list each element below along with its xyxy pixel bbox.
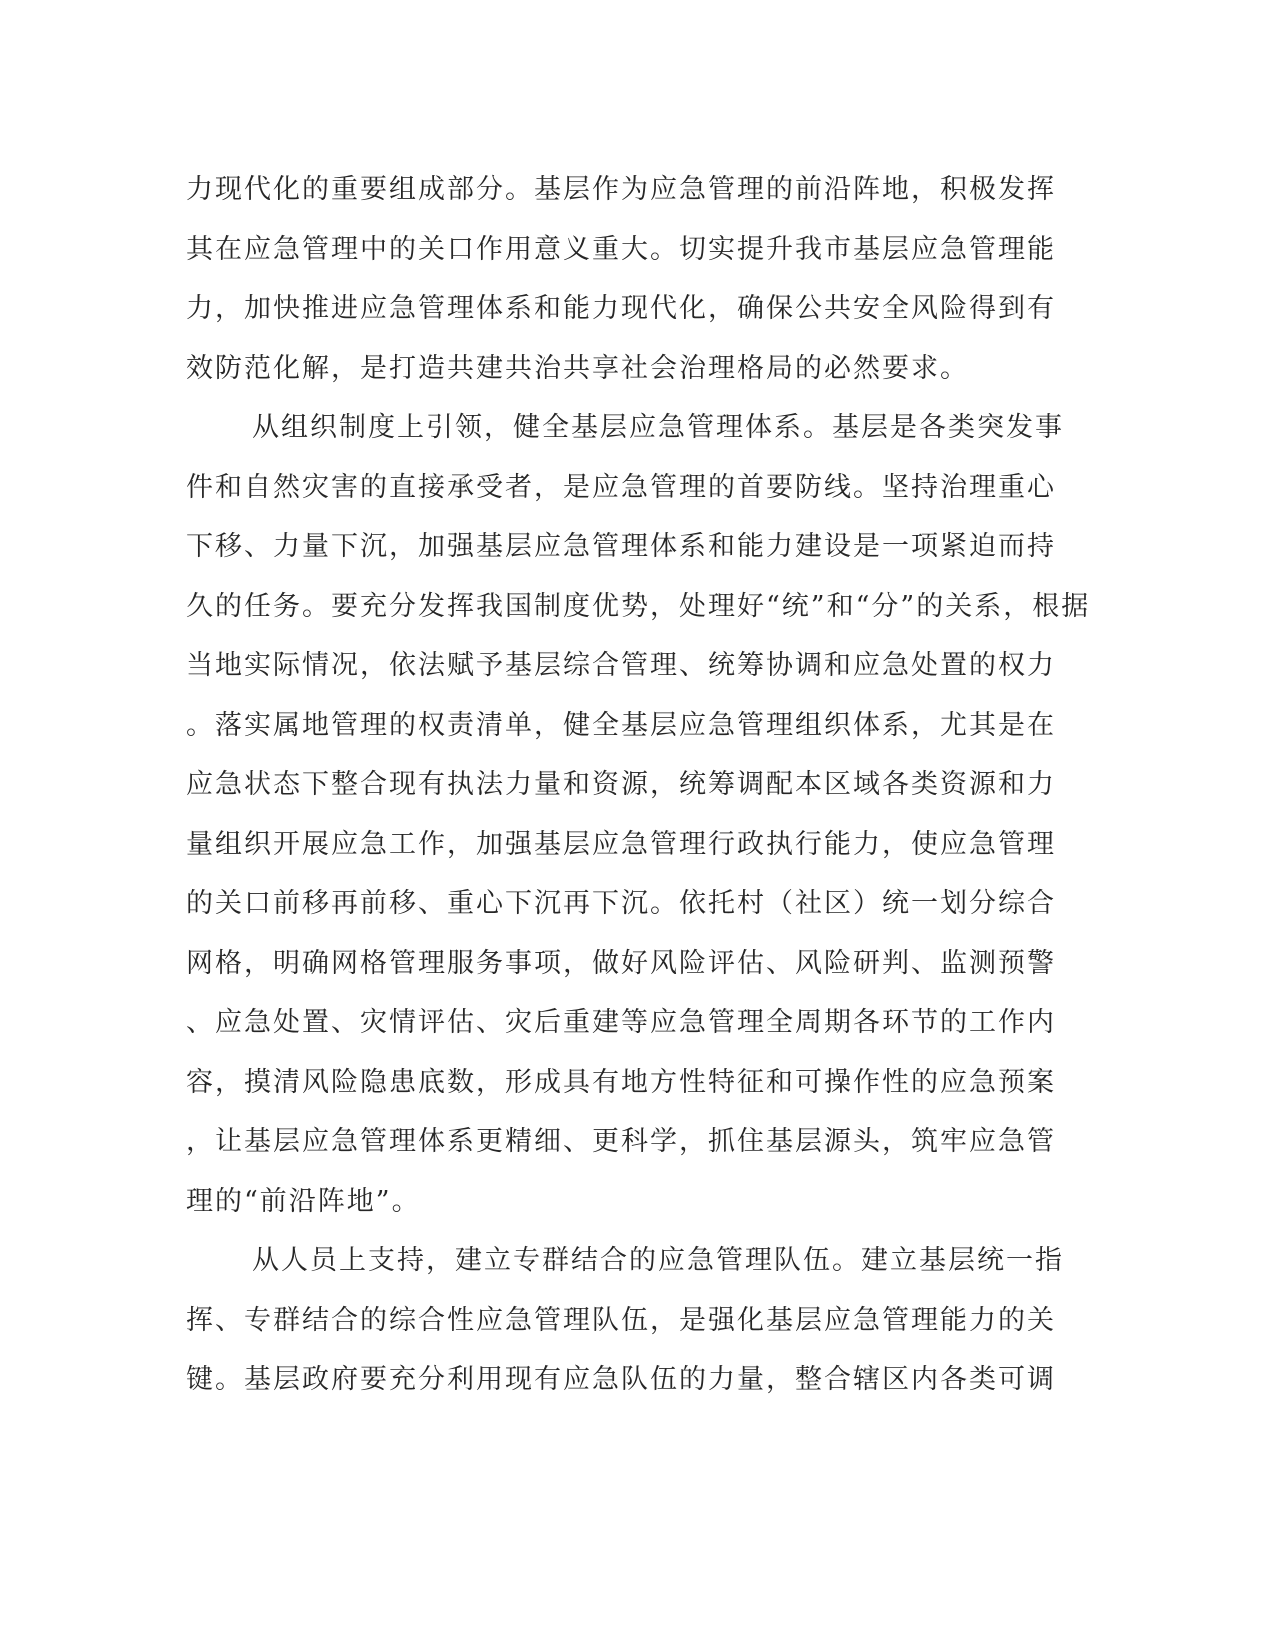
text-line: 容，摸清风险隐患底数，形成具有地方性特征和可操作性的应急预案 [186, 1066, 1056, 1098]
text-line: 网格，明确网格管理服务事项，做好风险评估、风险研判、监测预警 [186, 947, 1056, 979]
text-line: ，让基层应急管理体系更精细、更科学，抓住基层源头，筑牢应急管 [186, 1126, 1056, 1157]
paragraph-start-line: 从组织制度上引领，健全基层应急管理体系。基层是各类突发事 [252, 412, 1064, 443]
text-line: 力现代化的重要组成部分。基层作为应急管理的前沿阵地，积极发挥 [186, 174, 1056, 205]
body-text [186, 160, 1091, 1410]
paragraph-start-line: 从人员上支持，建立专群结合的应急管理队伍。建立基层统一指 [252, 1245, 1064, 1276]
text-line: 应急状态下整合现有执法力量和资源，统筹调配本区域各类资源和力 [186, 769, 1056, 800]
text-line: 。落实属地管理的权责清单，健全基层应急管理组织体系，尤其是在 [186, 709, 1056, 741]
text-line: 其在应急管理中的关口作用意义重大。切实提升我市基层应急管理能 [186, 233, 1056, 265]
text-line: 效防范化解，是打造共建共治共享社会治理格局的必然要求。 [186, 352, 969, 384]
text-line: 挥、专群结合的综合性应急管理队伍，是强化基层应急管理能力的关 [186, 1304, 1056, 1336]
text-line: 理的“前沿阵地”。 [186, 1185, 421, 1217]
text-line: 力，加快推进应急管理体系和能力现代化，确保公共安全风险得到有 [186, 293, 1056, 324]
text-line: 当地实际情况，依法赋予基层综合管理、统筹协调和应急处置的权力 [186, 650, 1056, 681]
text-line: 下移、力量下沉，加强基层应急管理体系和能力建设是一项紧迫而持 [186, 531, 1056, 562]
text-line: 量组织开展应急工作，加强基层应急管理行政执行能力，使应急管理 [186, 828, 1056, 860]
text-line: 键。基层政府要充分利用现有应急队伍的力量，整合辖区内各类可调 [186, 1364, 1056, 1395]
text-line: 、应急处置、灾情评估、灾后重建等应急管理全周期各环节的工作内 [186, 1007, 1056, 1038]
text-line: 件和自然灾害的直接承受者，是应急管理的首要防线。坚持治理重心 [186, 471, 1056, 503]
text-line: 的关口前移再前移、重心下沉再下沉。依托村（社区）统一划分综合 [186, 888, 1056, 919]
text-line: 久的任务。要充分发挥我国制度优势，处理好“统”和“分”的关系，根据 [186, 590, 1091, 622]
